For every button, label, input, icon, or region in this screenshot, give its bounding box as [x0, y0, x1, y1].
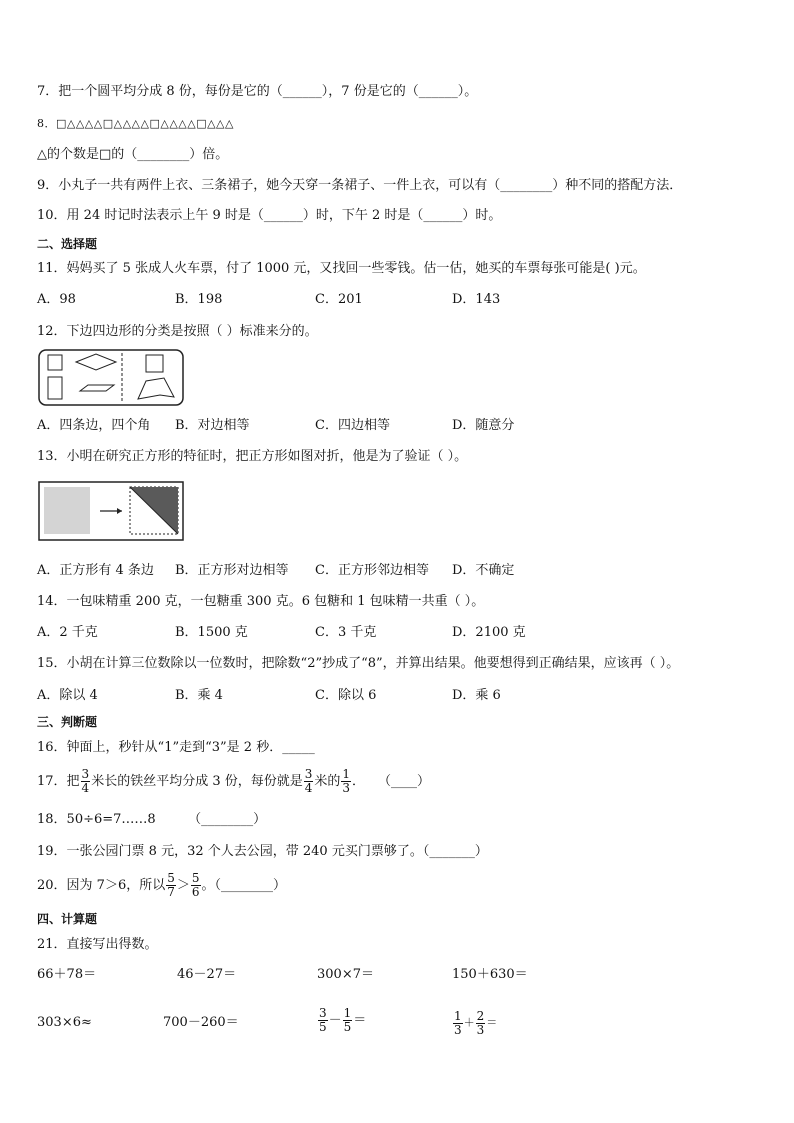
- calc-item: 46－27＝: [177, 967, 237, 982]
- section-calc-title: 四、计算题: [37, 912, 98, 926]
- calc-item: 66＋78＝: [37, 967, 97, 982]
- fraction-3-4: $\frac{3}{4}$: [304, 767, 313, 795]
- q11-option-b: B．198: [175, 292, 223, 307]
- question-16: 16．钟面上，秒针从“1”走到“3”是 2 秒．_____: [37, 740, 315, 755]
- q13-option-d: D．不确定: [452, 563, 515, 578]
- question-18: 18．50÷6=7……8 （________）: [37, 812, 267, 827]
- fraction-1-3: $\frac{1}{3}$: [454, 1008, 462, 1037]
- question-12-stem: 12．下边四边形的分类是按照（ ）标准来分的。: [37, 324, 318, 339]
- question-10: 10．用 24 时记时法表示上午 9 时是（______）时，下午 2 时是（______）时。: [37, 208, 502, 223]
- question-20: 20．因为 7＞6，所以 $\frac{5}{7}$ ＞ $\frac{5}{6}$ 。（________）: [37, 871, 287, 899]
- q12-option-b: B．对边相等: [175, 418, 250, 433]
- q11-option-d: D．143: [452, 292, 501, 307]
- question-8-shapes: 8．□△△△△□△△△△□△△△△□△△△: [37, 117, 234, 130]
- q11-option-c: C．201: [315, 292, 363, 307]
- q12-option-c: C．四边相等: [315, 418, 390, 433]
- q15-option-b: B．乘 4: [175, 688, 223, 703]
- question-21: 21．直接写出得数。: [37, 937, 158, 952]
- calc-item-fraction-add: $\frac{1}{3}$ ＋ $\frac{2}{3}$ ＝: [454, 1008, 498, 1037]
- calc-item: 150＋630＝: [452, 967, 528, 982]
- fraction-3-5: $\frac{3}{5}$: [319, 1006, 327, 1034]
- section-choice-title: 二、选择题: [37, 237, 98, 251]
- q15-option-a: A．除以 4: [37, 688, 98, 703]
- question-11-stem: 11．妈妈买了 5 张成人火车票，付了 1000 元，又找回一些零钱。估一估，她买的车票每张可能是( )元。: [37, 261, 646, 276]
- question-14-stem: 14．一包味精重 200 克，一包糖重 300 克。6 包糖和 1 包味精一共重（ ）。: [37, 594, 485, 609]
- calc-item-fraction-subtract: $\frac{3}{5}$ － $\frac{1}{5}$ ＝: [319, 1006, 367, 1034]
- fraction-2-3: $\frac{2}{3}$: [476, 1008, 485, 1037]
- q11-option-a: A．98: [37, 292, 76, 307]
- question-17: 17．把 $\frac{3}{4}$ 米长的铁丝平均分成 3 份，每份就是 $\frac{3}{4}$ 米的 $\frac{1}{3}$ ． （____）: [37, 767, 431, 795]
- question-7: 7．把一个圆平均分成 8 份，每份是它的（______），7 份是它的（______）。: [37, 84, 478, 99]
- q14-option-c: C．3 千克: [315, 625, 377, 640]
- square-folding-figure: [38, 481, 184, 541]
- fraction-3-4: $\frac{3}{4}$: [81, 767, 90, 795]
- question-13-stem: 13．小明在研究正方形的特征时，把正方形如图对折，他是为了验证（ ）。: [37, 449, 468, 464]
- fraction-5-6: $\frac{5}{6}$: [191, 871, 200, 899]
- fraction-1-3: $\frac{1}{3}$: [342, 767, 351, 795]
- quadrilateral-classification-figure: [38, 349, 184, 406]
- calc-item: 700－260＝: [163, 1015, 239, 1030]
- fraction-5-7: $\frac{5}{7}$: [167, 871, 175, 899]
- question-8-text: △的个数是□的（________）倍。: [37, 147, 229, 162]
- q12-option-a: A．四条边，四个角: [37, 418, 151, 433]
- q13-option-b: B．正方形对边相等: [175, 563, 289, 578]
- q14-option-d: D．2100 克: [452, 625, 526, 640]
- calc-item: 300×7＝: [317, 967, 374, 982]
- q14-option-b: B．1500 克: [175, 625, 248, 640]
- calc-item: 303×6≈: [37, 1015, 92, 1030]
- q12-option-d: D．随意分: [452, 418, 515, 433]
- q15-option-d: D．乘 6: [452, 688, 501, 703]
- question-9: 9．小丸子一共有两件上衣、三条裙子，她今天穿一条裙子、一件上衣，可以有（________）种不同的搭配方法．: [37, 178, 683, 193]
- q14-option-a: A．2 千克: [37, 625, 98, 640]
- q13-option-a: A．正方形有 4 条边: [37, 563, 154, 578]
- q15-option-c: C．除以 6: [315, 688, 377, 703]
- fraction-1-5: $\frac{1}{5}$: [343, 1006, 352, 1034]
- question-19: 19．一张公园门票 8 元，32 个人去公园，带 240 元买门票够了。（_______）: [37, 844, 488, 859]
- question-15-stem: 15．小胡在计算三位数除以一位数时，把除数“2”抄成了“8”，并算出结果。他要想得到正确结果，应该再（ ）。: [37, 656, 680, 671]
- q13-option-c: C．正方形邻边相等: [315, 563, 429, 578]
- section-judge-title: 三、判断题: [37, 715, 98, 729]
